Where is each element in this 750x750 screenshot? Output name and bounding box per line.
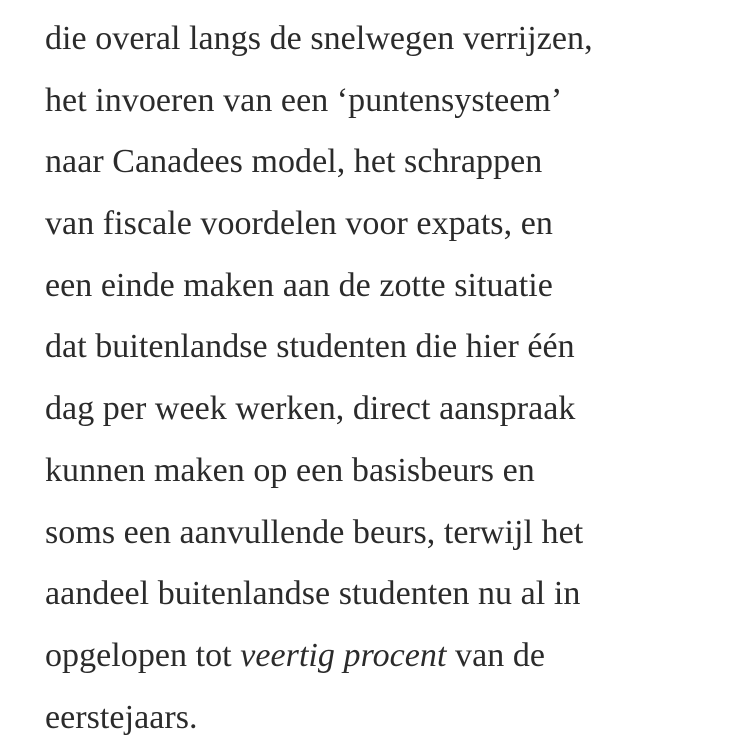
text-line-2: het invoeren van een ‘puntensysteem’ <box>45 81 563 119</box>
text-line-9: soms een aanvullende beurs, terwijl het <box>45 513 584 551</box>
text-line-10: aandeel buitenlandse studenten nu al in <box>45 575 581 613</box>
text-line-1: die overal langs de snelwegen verrijzen, <box>45 20 593 57</box>
text-line-11-end: van de <box>446 636 546 674</box>
body-text <box>45 8 750 748</box>
text-line-4: van fiscale voordelen voor expats, en <box>45 205 553 243</box>
text-line-6: dat buitenlandse studenten die hier één <box>45 328 575 366</box>
text-line-3: naar Canadees model, het schrappen <box>45 143 543 181</box>
text-line-11-start: opgelopen tot <box>45 636 241 674</box>
emphasized-text: veertig procent <box>240 636 447 674</box>
text-line-5: een einde maken aan de zotte situatie <box>45 266 553 304</box>
text-line-11 <box>45 625 750 687</box>
text-line-8: kunnen maken op een basisbeurs en <box>45 451 535 489</box>
text-line-12: eerstejaars. <box>45 698 198 736</box>
text-line-7: dag per week werken, direct aanspraak <box>45 390 576 428</box>
